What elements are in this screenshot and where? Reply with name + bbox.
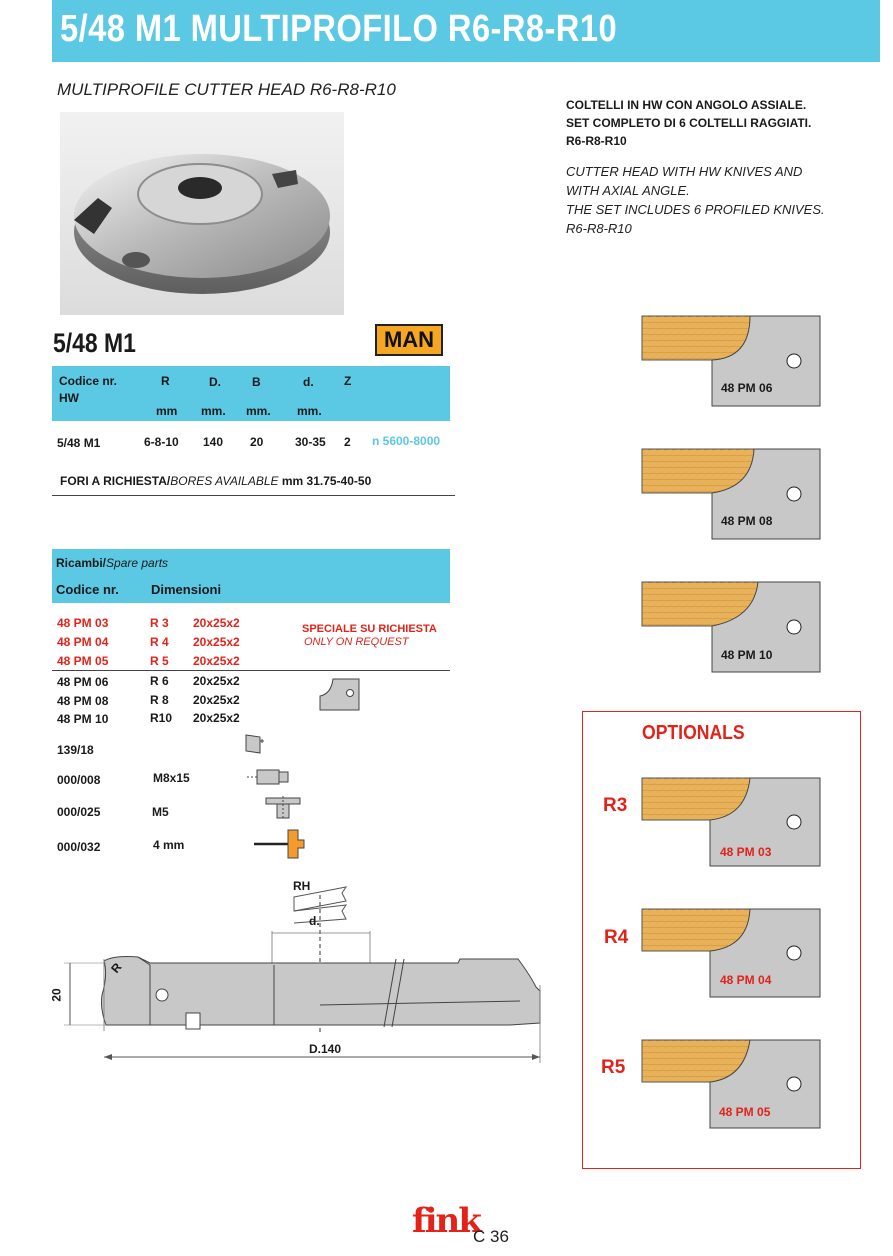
bolt-icon [264, 796, 304, 820]
divider [52, 670, 450, 671]
divider [52, 495, 455, 496]
spare-parts-title [56, 556, 168, 570]
spec-unit-d: mm. [201, 404, 226, 418]
spec-unit-r: mm [156, 404, 178, 418]
diameter-label: D.140 [309, 1042, 342, 1056]
spare-dim: 20x25x2 [193, 635, 240, 649]
description-en-line: WITH AXIAL ANGLE. [566, 183, 690, 198]
knife-label: 48 PM 06 [721, 381, 773, 395]
optional-knife-label: 48 PM 03 [720, 845, 772, 859]
optional-radius: R5 [601, 1057, 626, 1078]
spare-radius: R 3 [150, 616, 169, 630]
special-request-en: ONLY ON REQUEST [304, 636, 409, 648]
page-title: 5/48 M1 MULTIPROFILO R6-R8-R10 [60, 8, 618, 50]
spare-code: 48 PM 05 [57, 654, 109, 668]
radius-label: R [108, 960, 125, 976]
description-it-line: COLTELLI IN HW CON ANGOLO ASSIALE. [566, 98, 807, 112]
spare-radius: R10 [150, 711, 173, 725]
bores-label: FORI A RICHIESTA/ [60, 474, 171, 488]
description-it-line: SET COMPLETO DI 6 COLTELLI RAGGIATI. [566, 116, 812, 130]
spare-code: 48 PM 03 [57, 616, 109, 630]
extra-dim: M8x15 [153, 771, 190, 785]
description-en-line: CUTTER HEAD WITH HW KNIVES AND [566, 164, 803, 179]
hex-key-icon [252, 826, 306, 860]
wedge-icon [244, 733, 266, 755]
extra-code: 000/032 [57, 840, 101, 854]
spec-cell-d: 140 [203, 435, 224, 449]
spec-header-bore: d. [303, 375, 314, 389]
extra-code: 139/18 [57, 743, 94, 757]
spare-parts-title-it: Ricambi/ [56, 556, 107, 570]
spec-cell-b: 20 [250, 435, 264, 449]
spec-unit-bore: mm. [297, 404, 322, 418]
spare-dim: 20x25x2 [193, 693, 240, 707]
spare-radius: R 5 [150, 654, 169, 668]
spec-cell-z: 2 [344, 435, 351, 449]
optional-knife-label: 48 PM 04 [720, 973, 772, 987]
optional-radius: R4 [604, 927, 629, 948]
extra-code: 000/025 [57, 805, 101, 819]
spare-dim: 20x25x2 [193, 674, 240, 688]
optionals-title: OPTIONALS [642, 722, 745, 744]
spare-header-code: Codice nr. [56, 582, 119, 597]
spec-cell-r: 6-8-10 [144, 435, 179, 449]
spare-radius: R 8 [150, 693, 169, 707]
description-en-line: THE SET INCLUDES 6 PROFILED KNIVES. [566, 202, 825, 217]
model-title: 5/48 M1 [53, 328, 136, 358]
description-italian [566, 96, 811, 150]
spec-header-d: D. [209, 375, 221, 389]
spec-header-code-hw: HW [59, 391, 79, 405]
extra-dim: 4 mm [153, 838, 185, 852]
extra-code: 000/008 [57, 773, 101, 787]
spec-cell-rpm: n 5600-8000 [372, 434, 441, 448]
knife-label: 48 PM 08 [721, 514, 773, 528]
spare-code: 48 PM 08 [57, 694, 109, 708]
bores-values: mm 31.75-40-50 [278, 474, 372, 488]
spare-code: 48 PM 10 [57, 712, 109, 726]
optional-radius: R3 [603, 795, 628, 816]
page-number: C 36 [473, 1227, 509, 1246]
extra-dim: M5 [152, 805, 169, 819]
technical-drawing [50, 875, 550, 1080]
screw-icon [247, 766, 291, 788]
knife-label: 48 PM 10 [721, 648, 773, 662]
product-photo [60, 112, 344, 315]
special-request-it: SPECIALE SU RICHIESTA [302, 623, 437, 635]
spare-parts-title-en: Spare parts [106, 556, 169, 570]
bores-label-en: BORES AVAILABLE [170, 474, 279, 488]
spec-header-r: R [161, 374, 170, 388]
description-en-line: R6-R8-R10 [566, 221, 632, 236]
spec-unit-b: mm. [246, 404, 271, 418]
spare-code: 48 PM 06 [57, 675, 109, 689]
spare-code: 48 PM 04 [57, 635, 109, 649]
cutter-head-image [60, 112, 344, 315]
spare-dim: 20x25x2 [193, 711, 240, 725]
spec-header-b: B [252, 375, 261, 389]
page-subtitle: MULTIPROFILE CUTTER HEAD R6-R8-R10 [57, 80, 396, 99]
man-badge: MAN [375, 324, 443, 356]
spec-cell-code: 5/48 M1 [57, 436, 101, 450]
height-label: 20 [49, 988, 64, 1002]
spec-header-code: Codice nr. [59, 374, 118, 388]
description-english [566, 162, 825, 238]
spare-radius: R 4 [150, 635, 169, 649]
brand-logo: fink [412, 1201, 480, 1241]
optional-knife-label: 48 PM 05 [719, 1105, 771, 1119]
description-it-line: R6-R8-R10 [566, 134, 627, 148]
spec-header-z: Z [344, 374, 352, 388]
spare-header-dim: Dimensioni [151, 582, 222, 597]
spec-cell-bore: 30-35 [295, 435, 326, 449]
knife-icon [319, 678, 361, 712]
rotation-label: RH [293, 879, 311, 893]
bore-dim-label: d. [309, 914, 320, 928]
bores-available-note [60, 474, 371, 488]
spare-dim: 20x25x2 [193, 654, 240, 668]
spare-dim: 20x25x2 [193, 616, 240, 630]
spare-radius: R 6 [150, 674, 169, 688]
